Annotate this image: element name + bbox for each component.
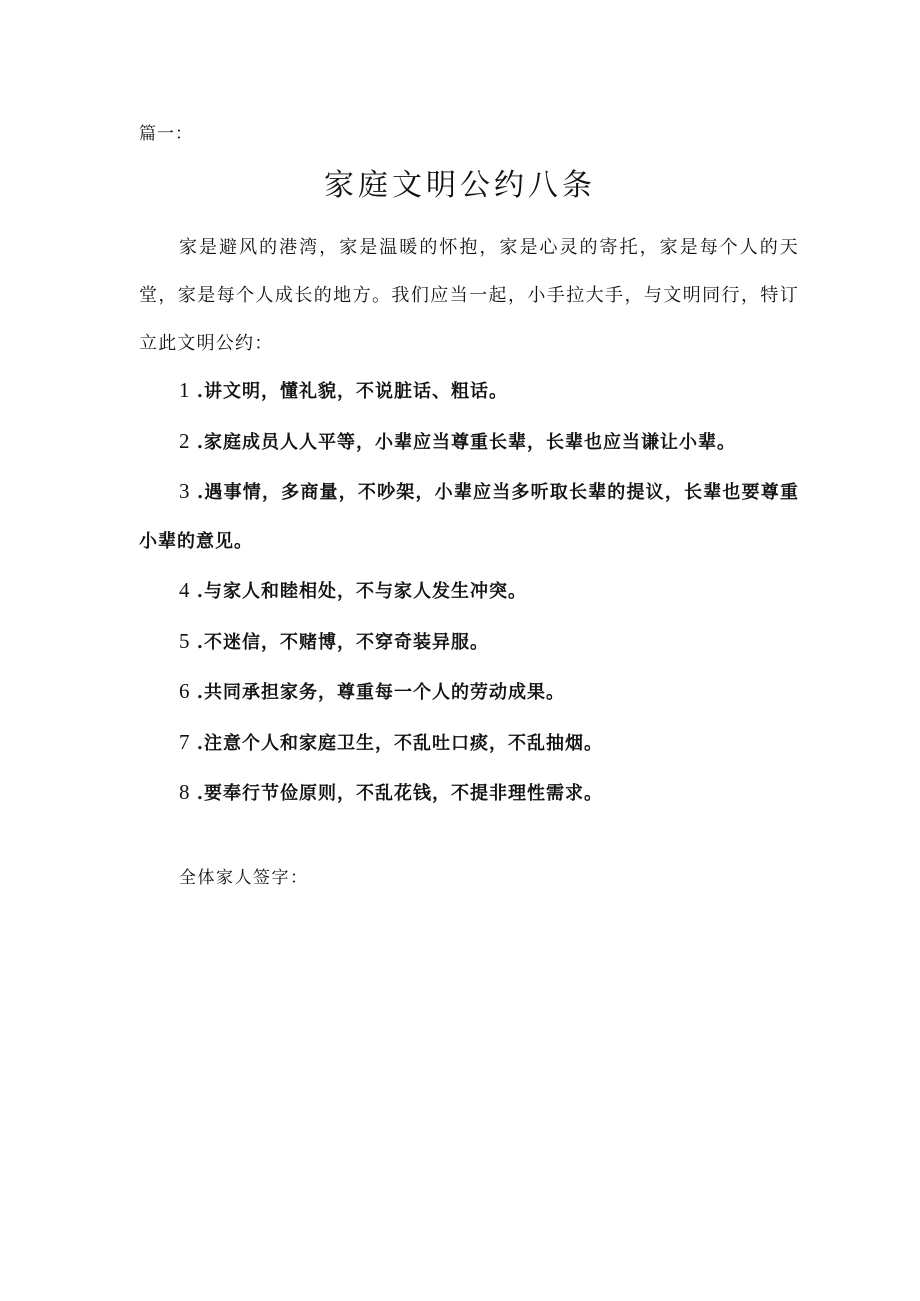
rule-number: 3 [179,479,190,503]
rule-number: 8 [179,780,190,804]
rule-item [139,718,799,769]
rule-number: 5 [179,628,190,653]
rule-item [139,566,799,617]
rule-item [139,667,799,718]
rule-text: .要奉行节俭原则，不乱花钱，不提非理性需求。 [196,783,604,804]
rule-number: 2 [179,428,190,453]
rule-text: .讲文明，懂礼貌，不说脏话、粗话。 [196,381,509,402]
intro-paragraph: 家是避风的港湾，家是温暖的怀抱，家是心灵的寄托，家是每个人的天堂，家是每个人成长的地方。我们应当一起，小手拉大手，与文明同行，特订立此文明公约： [139,237,799,354]
rule-text: .注意个人和家庭卫生，不乱吐口痰，不乱抽烟。 [196,732,604,754]
rules-list [139,366,799,819]
rule-text: .与家人和睦相处，不与家人发生冲突。 [196,581,528,602]
rule-number: 7 [179,729,190,754]
rule-number: 4 [179,578,190,602]
rule-text: .共同承担家务，尊重每一个人的劳动成果。 [196,682,566,703]
document-title: 家庭文明公约八条 [324,168,596,203]
rule-item [139,417,799,468]
rule-text: .遇事情，多商量，不吵架，小辈应当多听取长辈的提议，长辈也要尊重小辈的意见。 [139,482,799,552]
rule-number: 6 [179,679,190,703]
signature-label: 全体家人签字： [179,868,309,888]
rule-item [139,467,799,566]
rule-text: .不迷信，不赌博，不穿奇装异服。 [196,631,490,653]
rule-item [139,366,799,417]
rule-text: .家庭成员人人平等，小辈应当尊重长辈，长辈也应当谦让小辈。 [196,431,737,453]
rule-item [139,768,799,819]
rule-number: 1 [179,378,190,402]
rule-item [139,617,799,668]
section-label: 篇一： [139,124,193,144]
